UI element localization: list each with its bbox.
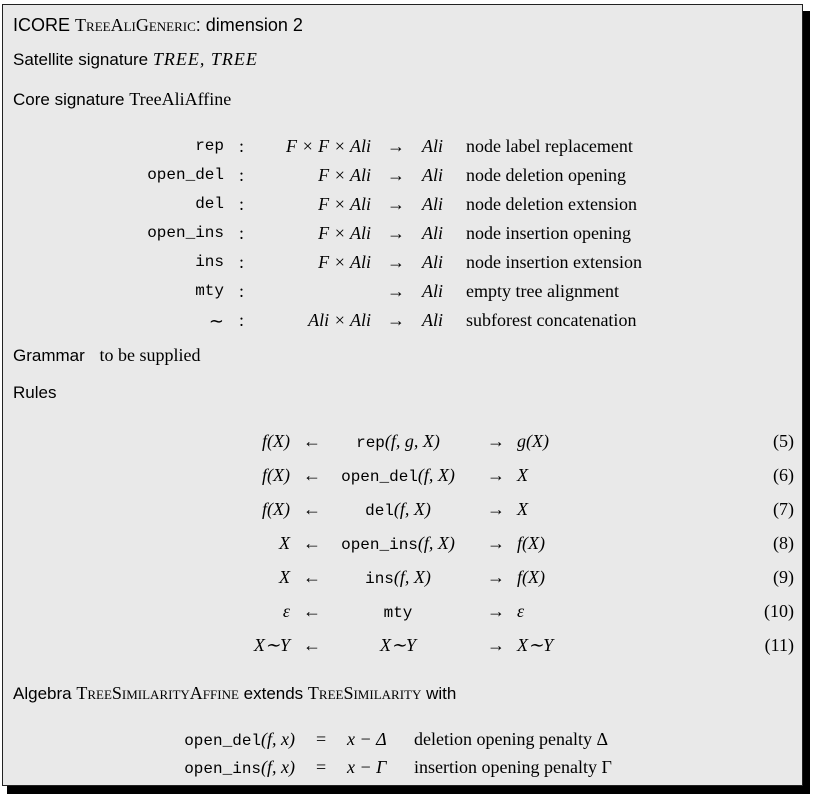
rule-op: open_del: [341, 468, 418, 486]
signature-arrow: →: [387, 194, 405, 214]
signature-desc: node deletion extension: [466, 194, 637, 214]
signature-codomain: Ali: [422, 223, 443, 243]
signature-colon: :: [239, 194, 245, 214]
rule-middle: [323, 431, 473, 452]
algebra-with: with: [426, 684, 457, 703]
rule-middle: [323, 465, 473, 486]
rule-right-arrow: →: [487, 601, 505, 621]
signature-op: rep: [195, 137, 224, 155]
grammar-line: [13, 345, 201, 366]
rule-right-arrow: →: [487, 499, 505, 519]
rule-right-arrow: →: [487, 635, 505, 655]
signature-codomain: Ali: [422, 252, 443, 272]
rule-rhs: g(X): [517, 431, 549, 451]
signature-domain: F × Ali: [318, 194, 371, 214]
algebra-base: TreeSimilarity: [307, 683, 422, 703]
rule-lhs: X∼Y: [253, 635, 290, 655]
signature-colon: :: [239, 165, 245, 185]
signature-colon: :: [239, 136, 245, 156]
signature-colon: :: [239, 223, 245, 243]
core-value: TreeAliAffine: [129, 89, 232, 109]
algebra-name: TreeSimilarityAffine: [76, 683, 239, 703]
signature-domain: F × F × Ali: [286, 136, 371, 156]
rule-lhs: X: [279, 567, 290, 587]
rule-middle: [323, 533, 473, 554]
signature-op: open_del: [147, 166, 224, 184]
signature-arrow: →: [387, 310, 405, 330]
rule-left-arrow: ←: [303, 499, 321, 519]
rule-right-arrow: →: [487, 465, 505, 485]
rule-left-arrow: ←: [303, 567, 321, 587]
algebra-def-op: open_del: [184, 732, 262, 750]
algebra-line: [13, 683, 456, 704]
rule-args: (f, X): [417, 533, 455, 553]
signature-arrow: →: [387, 165, 405, 185]
signature-desc: subforest concatenation: [466, 310, 637, 330]
rule-op: rep: [356, 434, 385, 452]
signature-op: open_ins: [147, 224, 224, 242]
signature-op: ∼: [208, 311, 224, 331]
signature-domain: F × Ali: [318, 223, 371, 243]
algebra-def-lhs: [184, 729, 295, 750]
rule-args: (f, X): [417, 465, 455, 485]
signature-desc: node insertion extension: [466, 252, 642, 272]
rule-middle: [323, 601, 473, 622]
signature-desc: node deletion opening: [466, 165, 626, 185]
title-name: TreeAliGeneric: [75, 15, 196, 35]
signature-codomain: Ali: [422, 165, 443, 185]
satellite-label: Satellite signature: [13, 50, 149, 69]
core-line: [13, 89, 231, 110]
signature-desc: empty tree alignment: [466, 281, 619, 301]
rule-lhs: f(X): [262, 465, 290, 485]
algebra-def-desc: insertion opening penalty Γ: [414, 757, 612, 777]
equation-number: (6): [773, 465, 794, 485]
rule-rhs: f(X): [517, 567, 545, 587]
signature-codomain: Ali: [422, 281, 443, 301]
signature-arrow: →: [387, 252, 405, 272]
rule-middle: [323, 567, 473, 588]
algebra-extends: extends: [243, 684, 304, 703]
equation-number: (10): [764, 601, 794, 621]
rule-lhs: f(X): [262, 431, 290, 451]
rule-right-arrow: →: [487, 567, 505, 587]
rule-args: X∼Y: [379, 635, 417, 655]
rule-rhs: ε: [517, 601, 525, 621]
rule-rhs: X: [517, 499, 528, 519]
rule-rhs: f(X): [517, 533, 545, 553]
rule-op: del: [365, 502, 394, 520]
rule-lhs: ε: [282, 601, 290, 621]
rule-left-arrow: ←: [303, 601, 321, 621]
rule-middle: [323, 635, 473, 656]
equation-number: (8): [773, 533, 794, 553]
page-title: [13, 15, 303, 36]
title-prefix: ICORE: [13, 15, 71, 35]
algebra-def-lhs: [184, 757, 295, 778]
rule-left-arrow: ←: [303, 635, 321, 655]
rule-rhs: X: [517, 465, 528, 485]
algebra-label: Algebra: [13, 684, 72, 703]
signature-arrow: →: [387, 281, 405, 301]
signature-domain: F × Ali: [318, 165, 371, 185]
rule-right-arrow: →: [487, 431, 505, 451]
signature-codomain: Ali: [422, 136, 443, 156]
algebra-def-eq: =: [316, 757, 327, 777]
algebra-def-args: (f, x): [261, 757, 295, 777]
signature-domain: F × Ali: [318, 252, 371, 272]
rule-args: (f, X): [393, 499, 431, 519]
title-suffix: : dimension 2: [195, 15, 303, 35]
signature-colon: :: [239, 281, 245, 301]
rule-right-arrow: →: [487, 533, 505, 553]
algebra-def-eq: =: [316, 729, 327, 749]
signature-domain: Ali × Ali: [308, 310, 371, 330]
equation-number: (7): [773, 499, 794, 519]
signature-desc: node insertion opening: [466, 223, 631, 243]
signature-arrow: →: [387, 223, 405, 243]
algebra-def-expr: x − Γ: [347, 757, 387, 777]
algebra-def-desc: deletion opening penalty Δ: [414, 729, 609, 749]
algebra-def-expr: x − Δ: [347, 729, 387, 749]
signature-op: del: [195, 195, 224, 213]
rule-left-arrow: ←: [303, 431, 321, 451]
rule-op: open_ins: [341, 536, 418, 554]
signature-colon: :: [239, 310, 245, 330]
signature-op: ins: [195, 253, 224, 271]
signature-codomain: Ali: [422, 194, 443, 214]
rule-op: mty: [383, 604, 413, 622]
algebra-def-args: (f, x): [261, 729, 295, 749]
equation-number: (5): [773, 431, 794, 451]
grammar-value: to be supplied: [99, 345, 201, 365]
rule-args: (f, g, X): [384, 431, 440, 451]
icore-box: [2, 4, 803, 786]
signature-codomain: Ali: [422, 310, 443, 330]
rule-rhs: X∼Y: [517, 635, 554, 655]
rule-lhs: f(X): [262, 499, 290, 519]
grammar-label: Grammar: [13, 346, 85, 365]
equation-number: (11): [764, 635, 794, 655]
satellite-line: [13, 49, 258, 70]
satellite-value: TREE, TREE: [152, 49, 258, 69]
rule-left-arrow: ←: [303, 533, 321, 553]
rule-middle: [323, 499, 473, 520]
rules-label: Rules: [13, 383, 57, 402]
signature-colon: :: [239, 252, 245, 272]
algebra-def-op: open_ins: [184, 760, 262, 778]
equation-number: (9): [773, 567, 794, 587]
core-label: Core signature: [13, 90, 125, 109]
rule-args: (f, X): [393, 567, 431, 587]
signature-op: mty: [195, 282, 224, 300]
signature-arrow: →: [387, 136, 405, 156]
rule-lhs: X: [279, 533, 290, 553]
rule-op: ins: [365, 570, 394, 588]
rule-left-arrow: ←: [303, 465, 321, 485]
signature-desc: node label replacement: [466, 136, 633, 156]
